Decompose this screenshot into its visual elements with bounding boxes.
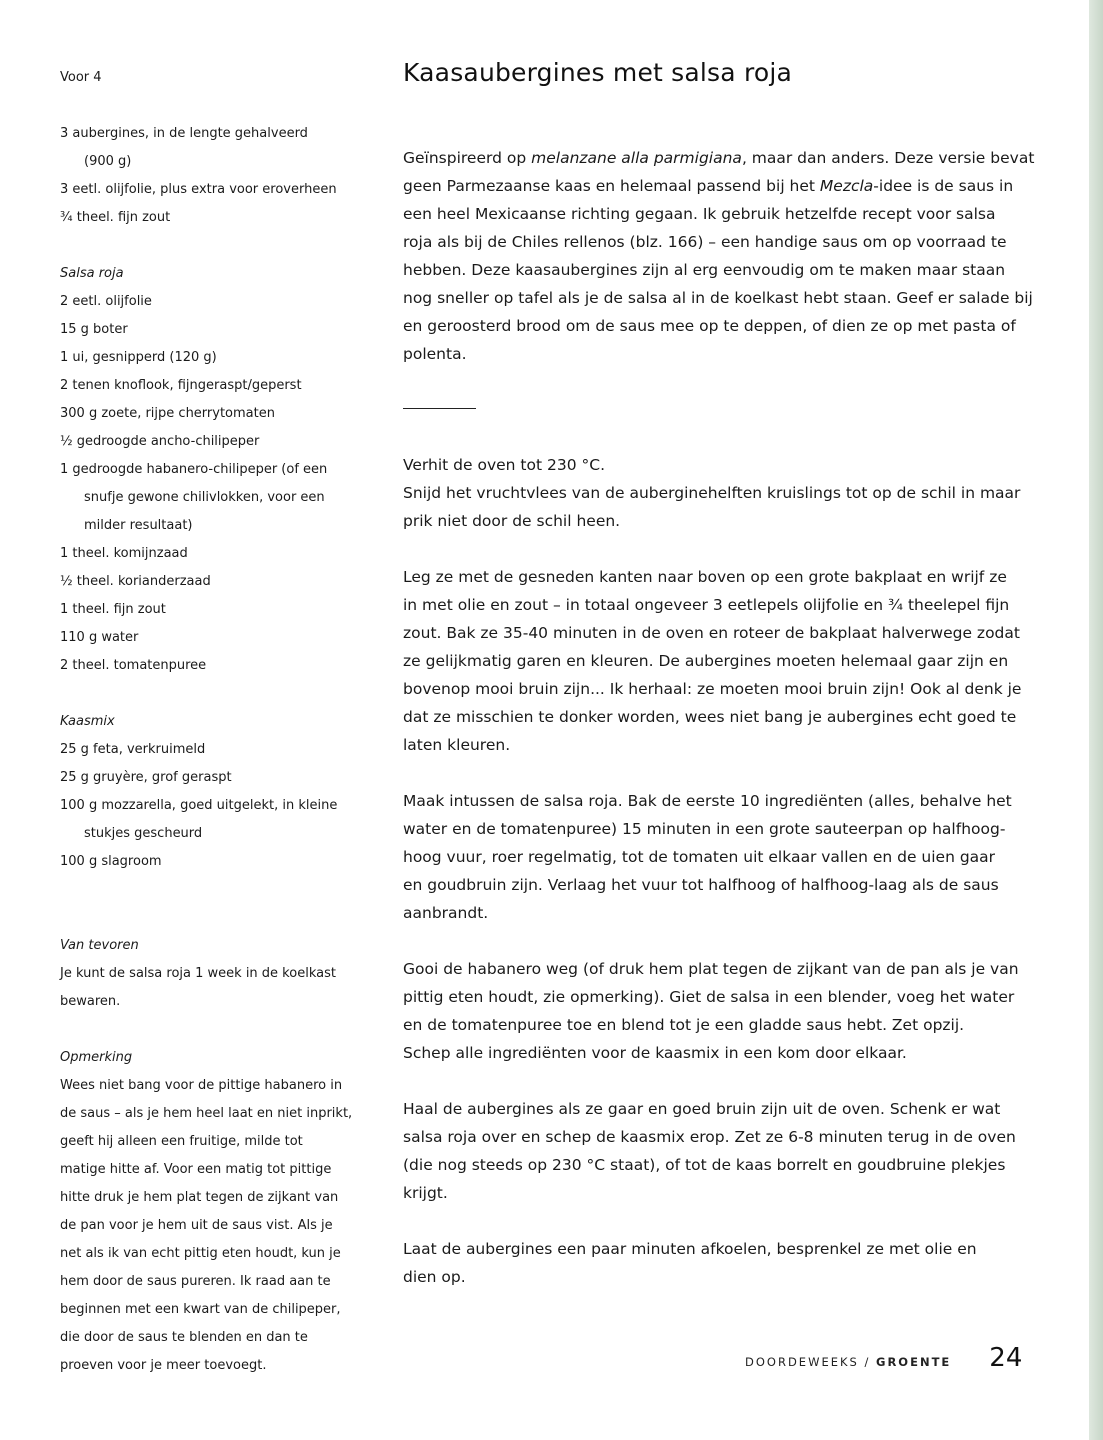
text-line: Je kunt de salsa roja 1 week in de koelkast bbox=[60, 966, 336, 981]
intro-line: en geroosterd brood om de saus mee op te deppen, of dien ze op met pasta of bbox=[403, 317, 1016, 335]
ingredient-line: 110 g water bbox=[60, 630, 139, 645]
ingredient-line: 1 theel. komijnzaad bbox=[60, 546, 188, 561]
page-edge bbox=[1089, 0, 1103, 1440]
method-line: Leg ze met de gesneden kanten naar boven op een grote bakplaat en wrijf ze bbox=[403, 568, 1007, 586]
page-footer bbox=[745, 1343, 1022, 1373]
method-line: dien op. bbox=[403, 1268, 466, 1286]
method-line: dat ze misschien te donker worden, wees niet bang je aubergines echt goed te bbox=[403, 708, 1017, 726]
method-line: zout. Bak ze 35-40 minuten in de oven en roteer de bakplaat halverwege zodat bbox=[403, 624, 1020, 642]
method-line: pittig eten houdt, zie opmerking). Giet de salsa in een blender, voeg het water bbox=[403, 988, 1015, 1006]
italic-term: melanzane alla parmigiana bbox=[531, 149, 742, 167]
ingredient-line: stukjes gescheurd bbox=[84, 826, 203, 841]
ingredient-line: 15 g boter bbox=[60, 322, 128, 337]
method-paragraph bbox=[403, 563, 1022, 759]
page-number: 24 bbox=[989, 1343, 1023, 1373]
ahead-text bbox=[60, 960, 350, 1016]
intro-line: nog sneller op tafel als je de salsa al in de koelkast hebt staan. Geef er salade bij bbox=[403, 289, 1033, 307]
method-paragraph bbox=[403, 955, 1018, 1067]
text-line: bewaren. bbox=[60, 994, 121, 1009]
ingredient-line: ½ theel. korianderzaad bbox=[60, 574, 211, 589]
italic-term: Mezcla bbox=[819, 177, 874, 195]
text-line: proeven voor je meer toevoegt. bbox=[60, 1358, 267, 1373]
intro-line: hebben. Deze kaasaubergines zijn al erg eenvoudig om te maken maar staan bbox=[403, 261, 1006, 279]
ingredients-salsa-list bbox=[60, 288, 350, 680]
ingredient-line: 2 theel. tomatenpuree bbox=[60, 658, 207, 673]
method-line: water en de tomatenpuree) 15 minuten in een grote sauteerpan op halfhoog- bbox=[403, 820, 1006, 838]
ingredients-column bbox=[60, 64, 353, 1380]
method-line: Schep alle ingrediënten voor de kaasmix in een kom door elkaar. bbox=[403, 1044, 907, 1062]
intro-line: geen Parmezaanse kaas en helemaal passend bij het Mezcla-idee is de saus in bbox=[403, 177, 1014, 195]
ingredient-line: 100 g mozzarella, goed uitgelekt, in kleine bbox=[60, 798, 338, 813]
ahead-heading: Van tevoren bbox=[60, 938, 139, 953]
divider-rule bbox=[403, 408, 476, 409]
method-steps bbox=[403, 451, 1022, 1291]
method-line: prik niet door de schil heen. bbox=[403, 512, 621, 530]
intro-line: polenta. bbox=[403, 345, 467, 363]
text-line: geeft hij alleen een fruitige, milde tot bbox=[60, 1134, 303, 1149]
method-line: aanbrandt. bbox=[403, 904, 489, 922]
intro-line: Geïnspireerd op melanzane alla parmigiana, maar dan anders. Deze versie bevat bbox=[403, 149, 1035, 167]
ingredient-line: 1 ui, gesnipperd (120 g) bbox=[60, 350, 217, 365]
intro-paragraph bbox=[403, 144, 1035, 368]
method-line: in met olie en zout – in totaal ongeveer 3 eetlepels olijfolie en ¾ theelepel fijn bbox=[403, 596, 1010, 614]
ingredient-line: 25 g gruyère, grof geraspt bbox=[60, 770, 232, 785]
ingredient-line: 3 eetl. olijfolie, plus extra voor eroverheen bbox=[60, 182, 337, 197]
serves-label: Voor 4 bbox=[60, 70, 102, 85]
ingredient-line: 100 g slagroom bbox=[60, 854, 162, 869]
method-line: ze gelijkmatig garen en kleuren. De aubergines moeten helemaal gaar zijn en bbox=[403, 652, 1009, 670]
method-line: (die nog steeds op 230 °C staat), of tot de kaas borrelt en goudbruine plekjes bbox=[403, 1156, 1006, 1174]
text-line: de pan voor je hem uit de saus vist. Als je bbox=[60, 1218, 333, 1233]
text-line: hem door de saus pureren. Ik raad aan te bbox=[60, 1274, 331, 1289]
ingredient-line: 3 aubergines, in de lengte gehalveerd bbox=[60, 126, 308, 141]
method-line: Gooi de habanero weg (of druk hem plat tegen de zijkant van de pan als je van bbox=[403, 960, 1019, 978]
salsa-heading: Salsa roja bbox=[60, 266, 124, 281]
ingredients-kaas-list bbox=[60, 736, 350, 876]
method-line: laten kleuren. bbox=[403, 736, 511, 754]
method-line: Verhit de oven tot 230 °C. bbox=[403, 456, 605, 474]
text-line: Wees niet bang voor de pittige habanero in bbox=[60, 1078, 343, 1093]
method-paragraph bbox=[403, 1235, 1018, 1291]
footer-section: DOORDEWEEKS / GROENTE bbox=[745, 1355, 952, 1369]
ingredient-line: 25 g feta, verkruimeld bbox=[60, 742, 206, 757]
recipe-title: Kaasaubergines met salsa roja bbox=[403, 58, 793, 87]
text-line: beginnen met een kwart van de chilipeper, bbox=[60, 1302, 341, 1317]
method-line: Maak intussen de salsa roja. Bak de eerste 10 ingrediënten (alles, behalve het bbox=[403, 792, 1012, 810]
method-line: en goudbruin zijn. Verlaag het vuur tot halfhoog of halfhoog-laag als de saus bbox=[403, 876, 999, 894]
method-line: bovenop mooi bruin zijn... Ik herhaal: ze moeten mooi bruin zijn! Ook al denk je bbox=[403, 680, 1022, 698]
ingredient-line: 1 theel. fijn zout bbox=[60, 602, 166, 617]
ingredient-line: milder resultaat) bbox=[84, 518, 193, 533]
method-line: en de tomatenpuree toe en blend tot je een gladde saus hebt. Zet opzij. bbox=[403, 1016, 965, 1034]
method-line: hoog vuur, roer regelmatig, tot de tomaten uit elkaar vallen en de uien gaar bbox=[403, 848, 996, 866]
method-line: Laat de aubergines een paar minuten afkoelen, besprenkel ze met olie en bbox=[403, 1240, 977, 1258]
method-line: Haal de aubergines als ze gaar en goed bruin zijn uit de oven. Schenk er wat bbox=[403, 1100, 1001, 1118]
ingredient-line: 1 gedroogde habanero-chilipeper (of een bbox=[60, 462, 328, 477]
note-text bbox=[60, 1072, 353, 1380]
text-line: die door de saus te blenden en dan te bbox=[60, 1330, 308, 1345]
intro-line: roja als bij de Chiles rellenos (blz. 166) – een handige saus om op voorraad te bbox=[403, 233, 1007, 251]
text-line: hitte druk je hem plat tegen de zijkant van bbox=[60, 1190, 339, 1205]
text-line: net als ik van echt pittig eten houdt, kun je bbox=[60, 1246, 341, 1261]
method-paragraph bbox=[403, 1095, 1018, 1207]
note-heading: Opmerking bbox=[60, 1050, 133, 1065]
kaasmix-heading: Kaasmix bbox=[60, 714, 115, 729]
ingredient-line: ½ gedroogde ancho-chilipeper bbox=[60, 434, 260, 449]
text-line: matige hitte af. Voor een matig tot pittige bbox=[60, 1162, 332, 1177]
ingredient-line: ¾ theel. fijn zout bbox=[60, 210, 171, 225]
method-line: Snijd het vruchtvlees van de auberginehelften kruislings tot op de schil in maar bbox=[403, 484, 1021, 502]
intro-line: een heel Mexicaanse richting gegaan. Ik gebruik hetzelfde recept voor salsa bbox=[403, 205, 996, 223]
footer-subsection: GROENTE bbox=[876, 1355, 952, 1369]
ingredient-line: 2 eetl. olijfolie bbox=[60, 294, 152, 309]
ingredient-line: 2 tenen knoflook, fijngeraspt/geperst bbox=[60, 378, 302, 393]
ingredient-line: 300 g zoete, rijpe cherrytomaten bbox=[60, 406, 275, 421]
ingredient-line: (900 g) bbox=[84, 154, 132, 169]
method-line: krijgt. bbox=[403, 1184, 448, 1202]
method-paragraph bbox=[403, 451, 1021, 535]
method-line: salsa roja over en schep de kaasmix erop. Zet ze 6-8 minuten terug in de oven bbox=[403, 1128, 1016, 1146]
ingredient-line: snufje gewone chilivlokken, voor een bbox=[84, 490, 325, 505]
method-paragraph bbox=[403, 787, 1018, 927]
text-line: de saus – als je hem heel laat en niet inprikt, bbox=[60, 1106, 353, 1121]
ingredients-main-list bbox=[60, 120, 350, 232]
